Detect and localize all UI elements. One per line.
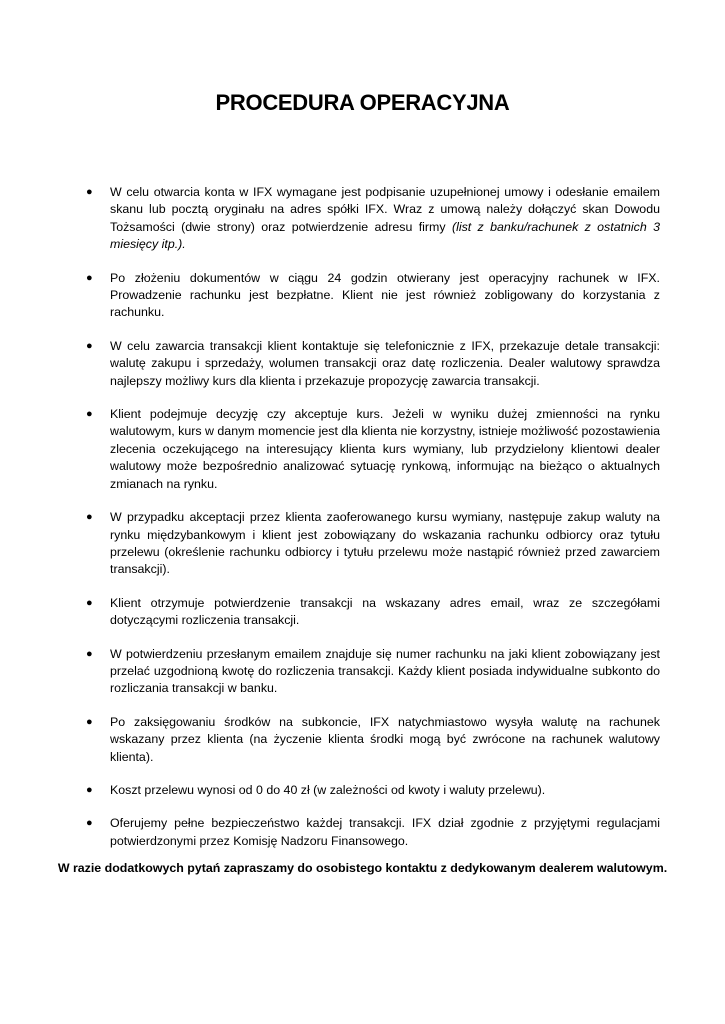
list-item-text: W celu otwarcia konta w IFX wymagane jest podpisanie uzupełnionej umowy i odesłanie emailem skanu lub pocztą oryginału na adres spółki IFX. Wraz z umową należy dołączyć skan Dowodu Tożsamości (dwie strony) oraz potwierdzenie adresu firmy [110,185,660,234]
list-item-text: Po złożeniu dokumentów w ciągu 24 godzin otwierany jest operacyjny rachunek w IFX. Prowadzenie rachunku jest bezpłatne. Klient nie jest również zobligowany do korzystania z rachunku. [110,270,660,320]
list-item-text: Klient otrzymuje potwierdzenie transakcji na wskazany adres email, wraz ze szczegółami dotyczącymi rozliczenia transakcji. [110,595,660,628]
list-item [86,714,660,766]
list-item [86,270,660,322]
bullet-icon: ● [86,511,93,524]
bullet-icon: ● [86,271,93,284]
list-item-text: Koszt przelewu wynosi od 0 do 40 zł (w zależności od kwoty i waluty przelewu). [110,782,546,797]
list-item [86,509,660,579]
list-item-text: Po zaksięgowaniu środków na subkoncie, IFX natychmiastowo wysyła walutę na rachunek wskazany przez klienta (na życzenie klienta środki mogą być zwrócone na rachunek walutowy klienta). [110,714,660,764]
list-item [86,184,660,254]
list-item [86,338,660,390]
list-item [86,646,660,698]
list-item [86,406,660,493]
bullet-icon: ● [86,817,93,830]
list-item-italic-text: (list z banku/rachunek z ostatnich 3 miesięcy itp.). [110,219,660,252]
bullet-icon: ● [86,783,93,796]
list-item [86,782,660,799]
bullet-icon: ● [86,715,93,728]
page-title: PROCEDURA OPERACYJNA [215,90,510,115]
list-item-text: W przypadku akceptacji przez klienta zaoferowanego kursu wymiany, następuje zakup waluty na rynku międzybankowym i klient jest zobowiązany do wskazania rachunku odbiorcy oraz tytułu przelewu (określenie rachunku odbiorcy i tytułu przelewu może nastąpić również przed zawarciem transakcji). [110,510,660,577]
list-item [86,595,660,630]
bullet-icon: ● [86,408,93,421]
list-item-text: Klient podejmuje decyzję czy akceptuje kurs. Jeżeli w wyniku dużej zmienności na rynku walutowym, kurs w danym momencie jest dla klienta nie korzystny, istnieje możliwość pozostawienia zlecenia oczekującego na interesujący klienta kurs wymiany, lub przydzielony klientowi dealer walutowy może bezpośrednio analizować sytuację rynkową, informując na bieżąco o aktualnych zmianach na rynku. [110,407,660,491]
list-item-text: W potwierdzeniu przesłanym emailem znajduje się numer rachunku na jaki klient zobowiązany jest przelać uzgodnioną kwotę do rozliczenia transakcji. Każdy klient posiada indywidualne subkonto do rozliczania transakcji w banku. [110,646,660,696]
list-item-text: W celu zawarcia transakcji klient kontaktuje się telefonicznie z IFX, przekazuje detale transakcji: walutę zakupu i sprzedaży, wolumen transakcji oraz datę rozliczenia. Dealer walutowy sprawdza najlepszy możliwy kurs dla klienta i przekazuje propozycję zawarcia transakcji. [110,338,660,388]
list-item [86,815,660,850]
bullet-icon: ● [86,647,93,660]
bullet-icon: ● [86,339,93,352]
closing-note: W razie dodatkowych pytań zapraszamy do osobistego kontaktu z dedykowanym dealerem walutowym. [57,861,668,875]
list-item-text: Oferujemy pełne bezpieczeństwo każdej transakcji. IFX dział zgodnie z przyjętymi regulacjami potwierdzonymi przez Komisję Nadzoru Finansowego. [110,816,660,848]
bullet-icon: ● [86,186,93,198]
procedure-list [86,184,660,866]
bullet-icon: ● [86,596,93,609]
